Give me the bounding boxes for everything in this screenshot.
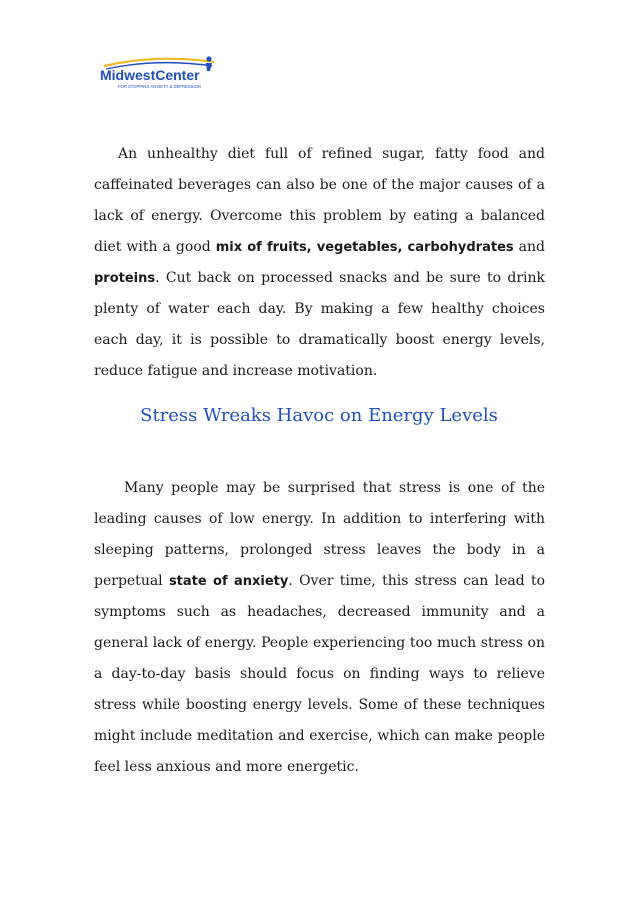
state-of-anxiety-link[interactable]: state of anxiety — [168, 574, 289, 589]
stress-paragraph — [94, 473, 545, 783]
diet-paragraph — [94, 139, 545, 387]
stress-paragraph-text-2: . Over time, this stress can lead to symptoms such as headaches, decreased immunity and a general lack of energy. People experiencing too much stress on a day-to-day basis should focus on finding ways to relieve stress while boosting energy levels. Some of these techniques might include meditation and exercise, which can make people feel less anxious and more energetic. — [94, 573, 545, 775]
stress-paragraph-text-1: Many people may be surprised that stress is one of the leading causes of low energy. In addition to interfering with sleeping patterns, prolonged stress leaves the body in a perpetual — [94, 480, 545, 589]
logo-tagline-text: FOR STOPPING ANXIETY & DEPRESSION — [118, 84, 201, 89]
logo-brand-text: MidwestCenter — [100, 67, 200, 83]
proteins-link[interactable]: proteins — [94, 271, 156, 286]
stress-section-heading: Stress Wreaks Havoc on Energy Levels — [140, 405, 498, 426]
diet-paragraph-text-3: . Cut back on processed snacks and be sure to drink plenty of water each day. By making a few healthy choices each day, it is possible to dramatically boost energy levels, reduce fatigue and increase motivation. — [94, 270, 545, 379]
midwest-center-logo — [96, 52, 220, 92]
diet-paragraph-text-1: An unhealthy diet full of refined sugar, fatty food and caffeinated beverages can also be one of the major causes of a lack of energy. Overcome this problem by eating a balanced diet with a good — [94, 146, 545, 255]
mix-of-foods-link[interactable]: mix of fruits, vegetables, carbohydrates — [215, 240, 514, 255]
diet-paragraph-text-2: and — [513, 239, 546, 255]
